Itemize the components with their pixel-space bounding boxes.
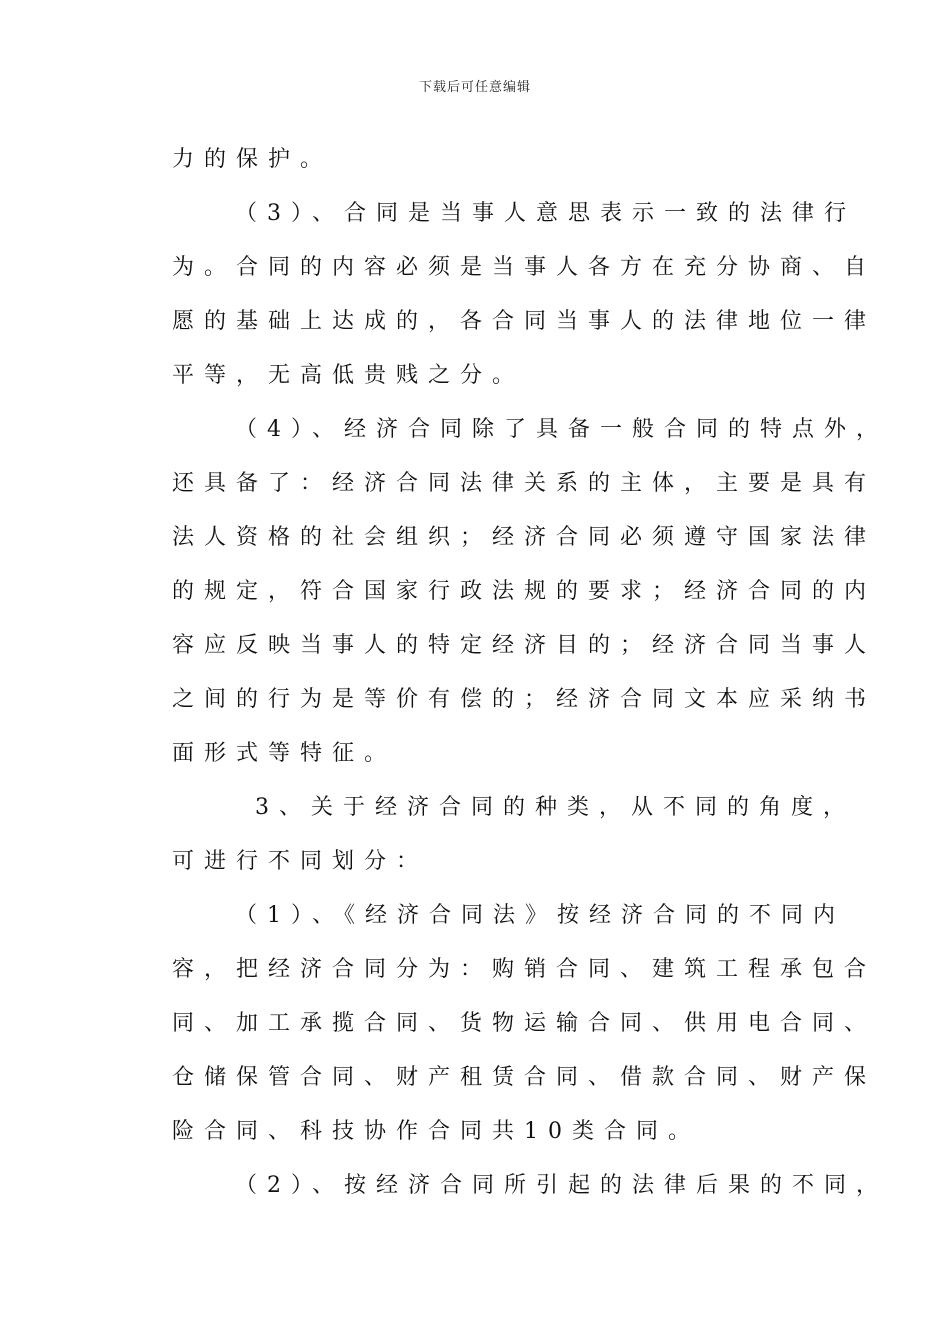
text-line: 法人资格的社会组织；经济合同必须遵守国家法律 [172,525,877,550]
text-line: 容应反映当事人的特定经济目的；经济合同当事人 [172,633,877,658]
text-line: 的规定，符合国家行政法规的要求；经济合同的内 [172,579,877,604]
text-line: 为。合同的内容必须是当事人各方在充分协商、自 [172,255,877,280]
text-line: 3、关于经济合同的种类，从不同的角度， [255,795,855,820]
text-line: （2）、按经济合同所引起的法律后果的不同， [235,1173,888,1198]
text-line: 仓储保管合同、财产租赁合同、借款合同、财产保 [172,1065,877,1090]
text-line: 容，把经济合同分为：购销合同、建筑工程承包合 [172,957,877,982]
text-line: （4）、经济合同除了具备一般合同的特点外， [235,417,888,442]
text-line: 险合同、科技协作合同共10类合同。 [172,1119,700,1144]
text-line: 愿的基础上达成的，各合同当事人的法律地位一律 [172,309,877,334]
text-line: 平等，无高低贵贱之分。 [172,363,525,388]
text-line: （1）、《经济合同法》按经济合同的不同内 [235,903,845,928]
text-line: 还具备了：经济合同法律关系的主体，主要是具有 [172,471,877,496]
text-line: 可进行不同划分： [172,849,429,874]
text-line: 面形式等特征。 [172,741,397,766]
page-header: 下载后可任意编辑 [418,80,531,95]
text-line: 同、加工承揽合同、货物运输合同、供用电合同、 [172,1011,877,1036]
text-line: 之间的行为是等价有偿的；经济合同文本应采纳书 [172,687,877,712]
text-line: 力的保护。 [172,147,333,172]
text-line: （3）、合同是当事人意思表示一致的法律行 [235,201,856,226]
